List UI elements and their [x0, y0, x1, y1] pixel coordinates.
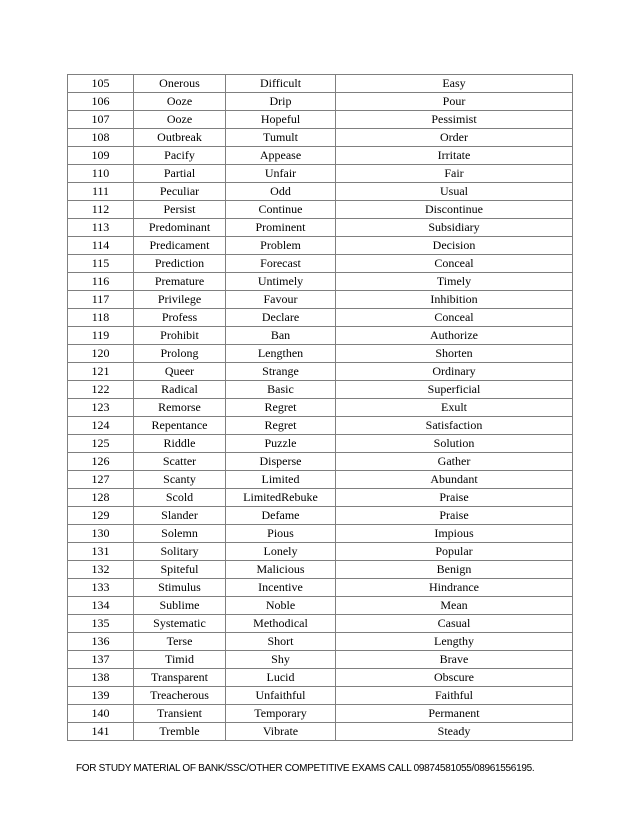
synonym-cell: Untimely — [226, 273, 336, 291]
table-row — [68, 543, 573, 561]
table-row — [68, 129, 573, 147]
word-cell: Riddle — [134, 435, 226, 453]
word-cell: Terse — [134, 633, 226, 651]
number-cell: 117 — [68, 291, 134, 309]
number-cell: 138 — [68, 669, 134, 687]
word-cell: Premature — [134, 273, 226, 291]
table-row — [68, 597, 573, 615]
synonym-cell: Short — [226, 633, 336, 651]
synonym-cell: Regret — [226, 417, 336, 435]
synonym-cell: Lonely — [226, 543, 336, 561]
synonym-cell: Appease — [226, 147, 336, 165]
antonym-cell: Authorize — [336, 327, 573, 345]
antonym-cell: Conceal — [336, 309, 573, 327]
antonym-cell: Steady — [336, 723, 573, 741]
table-row — [68, 363, 573, 381]
antonym-cell: Casual — [336, 615, 573, 633]
number-cell: 127 — [68, 471, 134, 489]
table-row — [68, 561, 573, 579]
synonym-cell: Defame — [226, 507, 336, 525]
table-row — [68, 147, 573, 165]
word-cell: Persist — [134, 201, 226, 219]
word-cell: Ooze — [134, 93, 226, 111]
table-row — [68, 633, 573, 651]
synonym-cell: Vibrate — [226, 723, 336, 741]
number-cell: 136 — [68, 633, 134, 651]
number-cell: 129 — [68, 507, 134, 525]
table-row — [68, 399, 573, 417]
table-row — [68, 291, 573, 309]
table-row — [68, 507, 573, 525]
antonym-cell: Superficial — [336, 381, 573, 399]
synonym-cell: Lucid — [226, 669, 336, 687]
number-cell: 140 — [68, 705, 134, 723]
antonym-cell: Decision — [336, 237, 573, 255]
number-cell: 123 — [68, 399, 134, 417]
word-cell: Prediction — [134, 255, 226, 273]
table-row — [68, 435, 573, 453]
synonym-cell: Lengthen — [226, 345, 336, 363]
synonym-cell: Odd — [226, 183, 336, 201]
antonym-cell: Popular — [336, 543, 573, 561]
table-row — [68, 471, 573, 489]
word-cell: Prohibit — [134, 327, 226, 345]
number-cell: 115 — [68, 255, 134, 273]
synonym-cell: Regret — [226, 399, 336, 417]
number-cell: 137 — [68, 651, 134, 669]
word-cell: Scatter — [134, 453, 226, 471]
word-cell: Transparent — [134, 669, 226, 687]
table-row — [68, 723, 573, 741]
number-cell: 106 — [68, 93, 134, 111]
word-cell: Remorse — [134, 399, 226, 417]
word-cell: Treacherous — [134, 687, 226, 705]
footer-note: FOR STUDY MATERIAL OF BANK/SSC/OTHER COMPETITIVE EXAMS CALL 09874581055/08961556195. — [76, 763, 535, 774]
number-cell: 111 — [68, 183, 134, 201]
synonym-cell: Methodical — [226, 615, 336, 633]
word-cell: Solitary — [134, 543, 226, 561]
word-cell: Tremble — [134, 723, 226, 741]
synonym-cell: Temporary — [226, 705, 336, 723]
antonym-cell: Mean — [336, 597, 573, 615]
synonym-cell: Problem — [226, 237, 336, 255]
number-cell: 116 — [68, 273, 134, 291]
table-row — [68, 705, 573, 723]
number-cell: 112 — [68, 201, 134, 219]
table-row — [68, 183, 573, 201]
synonym-cell: Malicious — [226, 561, 336, 579]
word-cell: Partial — [134, 165, 226, 183]
number-cell: 133 — [68, 579, 134, 597]
antonym-cell: Fair — [336, 165, 573, 183]
antonym-cell: Timely — [336, 273, 573, 291]
table-row — [68, 669, 573, 687]
synonym-cell: Pious — [226, 525, 336, 543]
synonym-cell: Prominent — [226, 219, 336, 237]
antonym-cell: Benign — [336, 561, 573, 579]
word-cell: Ooze — [134, 111, 226, 129]
table-row — [68, 219, 573, 237]
synonym-cell: Favour — [226, 291, 336, 309]
antonym-cell: Faithful — [336, 687, 573, 705]
synonym-cell: Continue — [226, 201, 336, 219]
synonym-cell: Disperse — [226, 453, 336, 471]
number-cell: 113 — [68, 219, 134, 237]
table-row — [68, 381, 573, 399]
number-cell: 114 — [68, 237, 134, 255]
word-cell: Spiteful — [134, 561, 226, 579]
synonym-cell: Declare — [226, 309, 336, 327]
synonym-cell: Forecast — [226, 255, 336, 273]
antonym-cell: Easy — [336, 75, 573, 93]
antonym-cell: Obscure — [336, 669, 573, 687]
vocabulary-table — [67, 74, 573, 741]
antonym-cell: Irritate — [336, 147, 573, 165]
word-cell: Prolong — [134, 345, 226, 363]
word-cell: Pacify — [134, 147, 226, 165]
antonym-cell: Pessimist — [336, 111, 573, 129]
synonym-cell: Ban — [226, 327, 336, 345]
word-cell: Radical — [134, 381, 226, 399]
word-cell: Privilege — [134, 291, 226, 309]
word-cell: Predominant — [134, 219, 226, 237]
synonym-cell: Shy — [226, 651, 336, 669]
antonym-cell: Lengthy — [336, 633, 573, 651]
synonym-cell: Puzzle — [226, 435, 336, 453]
word-cell: Repentance — [134, 417, 226, 435]
table-row — [68, 687, 573, 705]
word-cell: Timid — [134, 651, 226, 669]
number-cell: 134 — [68, 597, 134, 615]
antonym-cell: Praise — [336, 507, 573, 525]
word-cell: Scold — [134, 489, 226, 507]
synonym-cell: Drip — [226, 93, 336, 111]
table-row — [68, 255, 573, 273]
number-cell: 110 — [68, 165, 134, 183]
antonym-cell: Hindrance — [336, 579, 573, 597]
word-cell: Predicament — [134, 237, 226, 255]
word-cell: Queer — [134, 363, 226, 381]
word-cell: Slander — [134, 507, 226, 525]
antonym-cell: Gather — [336, 453, 573, 471]
synonym-cell: Hopeful — [226, 111, 336, 129]
table-row — [68, 453, 573, 471]
antonym-cell: Exult — [336, 399, 573, 417]
antonym-cell: Order — [336, 129, 573, 147]
synonym-cell: LimitedRebuke — [226, 489, 336, 507]
table-row — [68, 327, 573, 345]
antonym-cell: Praise — [336, 489, 573, 507]
vocabulary-table-container — [67, 74, 572, 741]
number-cell: 119 — [68, 327, 134, 345]
synonym-cell: Basic — [226, 381, 336, 399]
antonym-cell: Shorten — [336, 345, 573, 363]
word-cell: Profess — [134, 309, 226, 327]
number-cell: 125 — [68, 435, 134, 453]
table-row — [68, 489, 573, 507]
table-row — [68, 165, 573, 183]
table-row — [68, 579, 573, 597]
synonym-cell: Difficult — [226, 75, 336, 93]
synonym-cell: Unfaithful — [226, 687, 336, 705]
antonym-cell: Permanent — [336, 705, 573, 723]
word-cell: Scanty — [134, 471, 226, 489]
table-row — [68, 237, 573, 255]
table-row — [68, 75, 573, 93]
table-row — [68, 525, 573, 543]
number-cell: 108 — [68, 129, 134, 147]
synonym-cell: Strange — [226, 363, 336, 381]
antonym-cell: Pour — [336, 93, 573, 111]
antonym-cell: Abundant — [336, 471, 573, 489]
antonym-cell: Inhibition — [336, 291, 573, 309]
word-cell: Sublime — [134, 597, 226, 615]
number-cell: 128 — [68, 489, 134, 507]
synonym-cell: Unfair — [226, 165, 336, 183]
number-cell: 130 — [68, 525, 134, 543]
table-row — [68, 201, 573, 219]
number-cell: 141 — [68, 723, 134, 741]
table-row — [68, 273, 573, 291]
synonym-cell: Noble — [226, 597, 336, 615]
antonym-cell: Conceal — [336, 255, 573, 273]
number-cell: 124 — [68, 417, 134, 435]
table-row — [68, 309, 573, 327]
antonym-cell: Brave — [336, 651, 573, 669]
antonym-cell: Usual — [336, 183, 573, 201]
table-row — [68, 651, 573, 669]
word-cell: Solemn — [134, 525, 226, 543]
table-row — [68, 345, 573, 363]
number-cell: 139 — [68, 687, 134, 705]
number-cell: 120 — [68, 345, 134, 363]
number-cell: 132 — [68, 561, 134, 579]
word-cell: Systematic — [134, 615, 226, 633]
word-cell: Stimulus — [134, 579, 226, 597]
number-cell: 118 — [68, 309, 134, 327]
word-cell: Outbreak — [134, 129, 226, 147]
number-cell: 126 — [68, 453, 134, 471]
antonym-cell: Discontinue — [336, 201, 573, 219]
antonym-cell: Solution — [336, 435, 573, 453]
number-cell: 109 — [68, 147, 134, 165]
word-cell: Peculiar — [134, 183, 226, 201]
antonym-cell: Ordinary — [336, 363, 573, 381]
table-row — [68, 111, 573, 129]
synonym-cell: Tumult — [226, 129, 336, 147]
table-body — [68, 75, 573, 741]
number-cell: 122 — [68, 381, 134, 399]
number-cell: 121 — [68, 363, 134, 381]
table-row — [68, 417, 573, 435]
number-cell: 135 — [68, 615, 134, 633]
table-row — [68, 93, 573, 111]
word-cell: Onerous — [134, 75, 226, 93]
antonym-cell: Satisfaction — [336, 417, 573, 435]
antonym-cell: Impious — [336, 525, 573, 543]
number-cell: 105 — [68, 75, 134, 93]
synonym-cell: Limited — [226, 471, 336, 489]
antonym-cell: Subsidiary — [336, 219, 573, 237]
table-row — [68, 615, 573, 633]
word-cell: Transient — [134, 705, 226, 723]
number-cell: 107 — [68, 111, 134, 129]
synonym-cell: Incentive — [226, 579, 336, 597]
number-cell: 131 — [68, 543, 134, 561]
